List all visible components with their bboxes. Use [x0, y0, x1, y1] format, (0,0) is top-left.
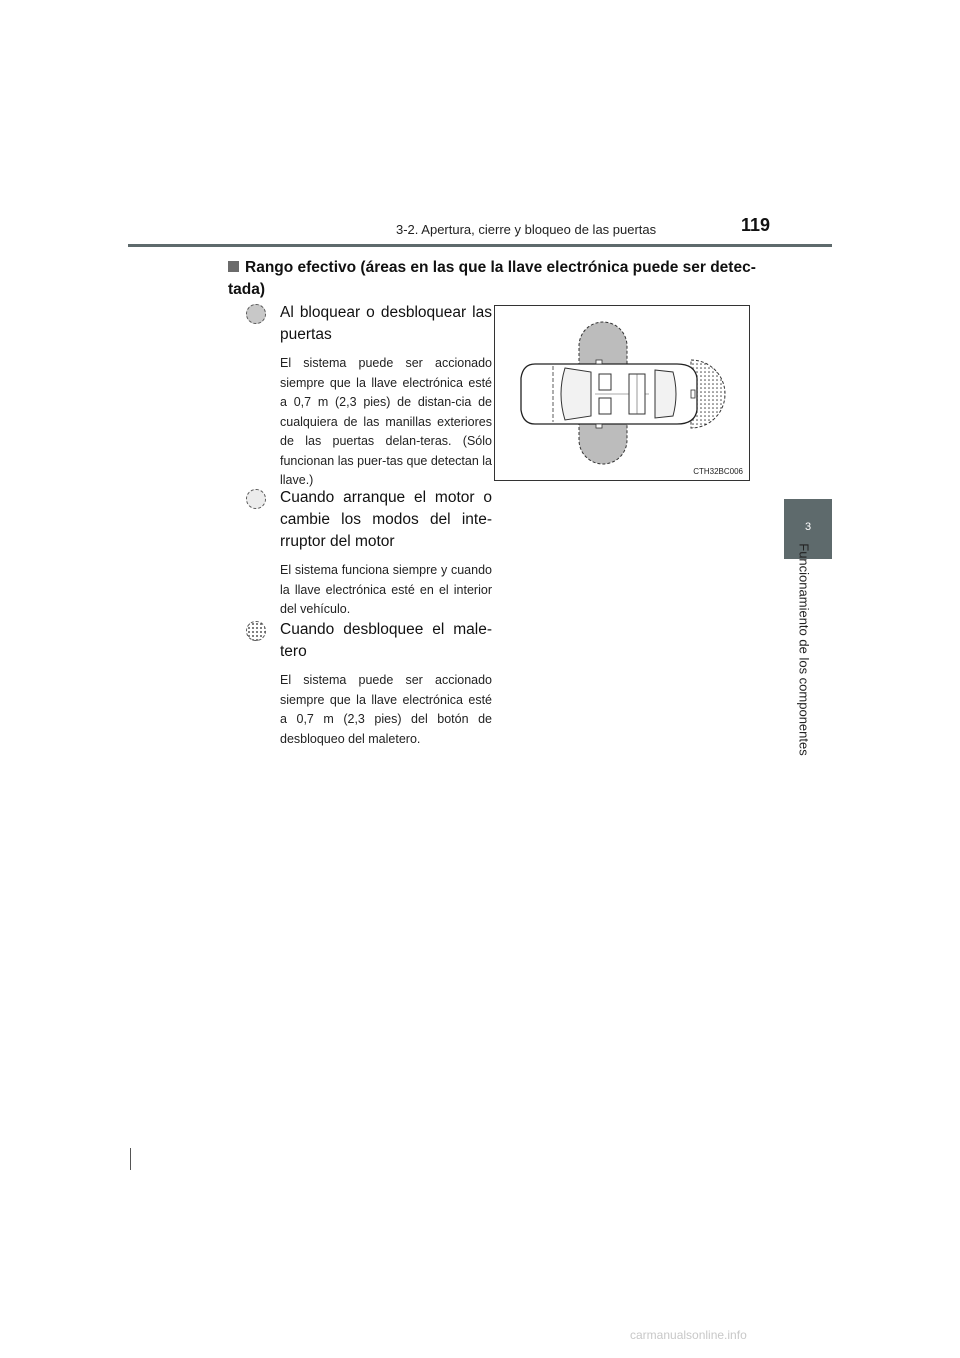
range-item-trunk: [246, 619, 492, 749]
range-item-title: Cuando arranque el motor o cambie los modos del inte-rruptor del motor: [280, 489, 492, 550]
figure-code: CTH32BC006: [693, 467, 743, 476]
header-rule: [128, 244, 832, 247]
margin-mark: [130, 1148, 131, 1170]
range-item-title: Cuando desbloquee el male-tero: [280, 621, 492, 660]
range-item-description: El sistema funciona siempre y cuando la llave electrónica esté en el interior del vehículo.: [280, 563, 492, 616]
range-item-title: Al bloquear o desbloquear las puertas: [280, 304, 492, 343]
footer-watermark: carmanualsonline.info: [630, 1328, 747, 1342]
range-item-description: El sistema puede ser accionado siempre que la llave electrónica esté a 0,7 m (2,3 pies) del botón de desbloqueo del maletero.: [280, 673, 492, 746]
passenger-door-range-zone: [579, 422, 627, 464]
section-heading-text: Rango efectivo (áreas en las que la llave electrónica puede ser detec-tada): [228, 259, 756, 298]
driver-door-handle: [596, 360, 602, 364]
front-seat-left: [599, 374, 611, 390]
page-number: 119: [741, 215, 771, 235]
trunk-button: [691, 390, 695, 398]
rear-window: [655, 370, 676, 418]
range-item-engine: [246, 487, 492, 620]
section-heading: [228, 257, 758, 301]
chapter-title: Funcionamiento de los componentes: [796, 543, 812, 756]
header-section-title: 3-2. Apertura, cierre y bloqueo de las puertas: [396, 222, 657, 237]
solid-gray-circle-icon: [246, 304, 266, 324]
square-bullet-icon: [228, 261, 239, 272]
light-gray-circle-icon: [246, 489, 266, 509]
windshield: [561, 368, 591, 420]
range-item-description: El sistema puede ser accionado siempre que la llave electrónica esté a 0,7 m (2,3 pies) de distan-cia de cualquiera de las manillas exteriores de las puertas delan-teras. (Sólo funcionan las puer-tas que detectan la llave.): [280, 356, 492, 487]
range-item-doors: [246, 302, 492, 491]
car-top-view-illustration: [495, 306, 749, 480]
dotted-circle-icon: [246, 621, 266, 641]
chapter-number: 3: [804, 521, 812, 533]
front-seat-right: [599, 398, 611, 414]
detection-range-figure: [494, 305, 750, 481]
passenger-door-handle: [596, 424, 602, 428]
driver-door-range-zone: [579, 322, 627, 366]
